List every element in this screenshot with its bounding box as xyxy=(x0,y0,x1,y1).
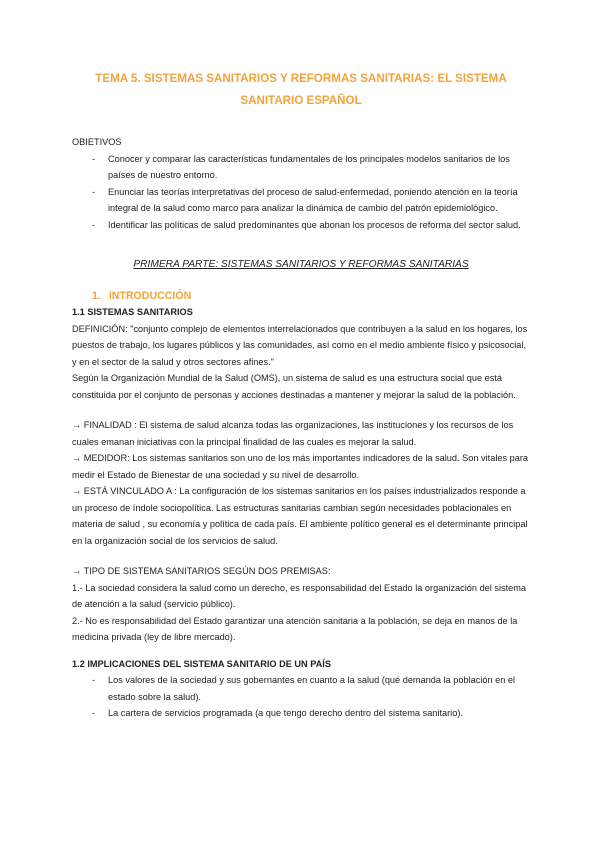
spacer xyxy=(72,403,530,417)
oms-paragraph: Según la Organización Mundial de la Salud (OMS), un sistema de salud es una estructura social que está constituida por el conjunto de personas y acciones destinadas a mantener y mejorar la salud de la población. xyxy=(72,373,516,400)
spacer xyxy=(72,646,530,656)
definicion-paragraph: DEFINICIÓN: "conjunto complejo de elementos interrelacionados que contribuyen a la salud en los hogares, los puestos de trabajo, los lugares públicos y las comunidades, así como en el medio ambiente físico y psicosocial, y en el sector de la salud y otros sectores afines." xyxy=(72,323,528,367)
finalidad-paragraph: → FINALIDAD : El sistema de salud alcanza todas las organizaciones, las instituciones y los recursos de los cuales emanan iniciativas con la principal finalidad de las cuales es mejorar la salud. xyxy=(72,420,514,447)
medidor-paragraph: → MEDIDOR: Los sistemas sanitarios son uno de los más importantes indicadores de la salud. Son vitales para medir el Estado de Bienestar de una sociedad y su nivel de desarrollo. xyxy=(72,453,529,480)
list-item: - Enunciar las teorías interpretativas del proceso de salud-enfermedad, poniendo atención en la teoría integral de la salud como marco para analizar la dinámica de cambio del patrón epidemiológico. xyxy=(72,184,530,217)
title-line-2: SANITARIO ESPAÑOL xyxy=(240,94,362,107)
tipo-1-paragraph: 1.- La sociedad considera la salud como un derecho, es responsabilidad del Estado la organización del sistema de atención a la salud (servicio público). xyxy=(72,582,527,609)
list-item: - Conocer y comparar las características fundamentales de los principales modelos sanitarios de los países de nuestro entorno. xyxy=(72,151,530,184)
spacer xyxy=(72,549,530,563)
title-line-1: TEMA 5. SISTEMAS SANITARIOS Y REFORMAS SANITARIAS: EL SISTEMA xyxy=(95,72,507,85)
section-number: 1. xyxy=(92,289,101,302)
objetivos-label: OBIETIVOS xyxy=(72,137,122,147)
implicaciones-list xyxy=(72,672,530,722)
objetivos-list xyxy=(72,151,530,234)
list-item: - La cartera de servicios programada (a que tengo derecho dentro del sistema sanitario). xyxy=(72,705,530,722)
subsection-heading-implicaciones: 1.2 IMPLICACIONES DEL SISTEMA SANITARIO DE UN PAÍS xyxy=(72,658,331,669)
subsection-heading-sistemas: 1.1 SISTEMAS SANITARIOS xyxy=(72,307,193,317)
section-title: INTRODUCCIÓN xyxy=(108,289,192,302)
section-heading-introduccion xyxy=(72,288,530,305)
document-page xyxy=(72,68,530,722)
tipo-2-paragraph: 2.- No es responsabilidad del Estado garantizar una atención sanitaria a la población, se deja en manos de la medicina privada (ley de libre mercado). xyxy=(72,615,518,642)
tipo-heading: → TIPO DE SISTEMA SANITARIOS SEGÚN DOS PREMISAS: xyxy=(72,566,331,576)
list-item: - Los valores de la sociedad y sus gobernantes en cuanto a la salud (qué demanda la población en el estado sobre la salud). xyxy=(72,672,530,705)
part-title: PRIMERA PARTE: SISTEMAS SANITARIOS Y REFORMAS SANITARIAS xyxy=(133,259,469,270)
document-title xyxy=(72,68,530,112)
vinculado-paragraph: → ESTÁ VINCULADO A : La configuración de los sistemas sanitarios en los países industrializados responde a un proceso de índole sociopolítica. Las estructuras sanitarias cambian según necesidades poblacionales en materia de salud , su economía y política de cada país. El ambiente político general es el determinante principal en la organización social de los servicios de salud. xyxy=(72,486,528,546)
list-item: - Identificar las políticas de salud predominantes que abonan los procesos de reforma del sector salud. xyxy=(72,217,530,234)
